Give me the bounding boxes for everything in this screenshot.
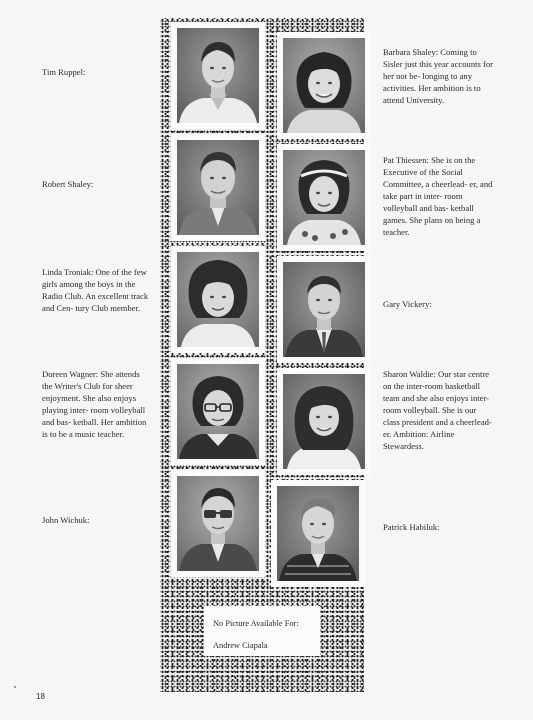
portrait-image bbox=[177, 252, 259, 347]
portrait-image bbox=[283, 150, 365, 245]
portrait-image bbox=[177, 476, 259, 571]
caption-sharon-waldie bbox=[383, 368, 495, 452]
portrait-barbara-shaley bbox=[277, 32, 371, 139]
student-bio: One of the few girls among the boys in the Radio Club. An excellent track and Cen- tury Club member. bbox=[42, 267, 149, 313]
student-name: Doreen Wagner: bbox=[42, 369, 99, 379]
portrait-image bbox=[177, 364, 259, 459]
caption-linda-troniak bbox=[42, 266, 150, 314]
caption-barbara-shaley bbox=[383, 46, 495, 106]
portrait-doreen-wagner bbox=[171, 358, 265, 465]
student-name: Gary Vickery: bbox=[383, 299, 432, 309]
portrait-patrick-habiluk bbox=[271, 480, 365, 587]
page-number: 18 bbox=[36, 692, 45, 701]
student-bio: Our star centre on the inter-room basketball team and she also enjoys inter-room volleyball. She is our class president and a cheerlead- er. Ambition: Airline Stewardess. bbox=[383, 369, 492, 451]
caption-john-wichuk bbox=[42, 514, 150, 526]
portrait-image bbox=[177, 28, 259, 123]
portrait-sharon-waldie bbox=[277, 368, 371, 475]
student-name: Sharon Waldie: bbox=[383, 369, 436, 379]
caption-doreen-wagner bbox=[42, 368, 150, 440]
caption-tim-ruppel bbox=[42, 66, 150, 78]
no-picture-label: No Picture Available For: bbox=[213, 619, 299, 628]
portrait-image bbox=[277, 486, 359, 581]
student-bio: She attends the Writer's Club for sheer enjoyment. She also enjoys playing inter- room volleyball and bas- ketball. Her ambition is to be a music teacher. bbox=[42, 369, 147, 439]
caption-patrick-habiluk bbox=[383, 521, 495, 533]
print-speck bbox=[14, 686, 16, 688]
portrait-pat-thiessen bbox=[277, 144, 371, 251]
no-picture-box bbox=[204, 606, 320, 656]
no-picture-name: Andrew Ciapala bbox=[213, 641, 268, 650]
caption-robert-shaley bbox=[42, 178, 150, 190]
portrait-image bbox=[283, 262, 365, 357]
portrait-linda-troniak bbox=[171, 246, 265, 353]
student-name: Robert Shaley: bbox=[42, 179, 94, 189]
portrait-image bbox=[177, 140, 259, 235]
student-name: Pat Thiessen: bbox=[383, 155, 429, 165]
student-name: John Wichuk: bbox=[42, 515, 90, 525]
student-name: Tim Ruppel: bbox=[42, 67, 86, 77]
portrait-robert-shaley bbox=[171, 134, 265, 241]
caption-pat-thiessen bbox=[383, 154, 495, 238]
student-name: Barbara Shaley: bbox=[383, 47, 439, 57]
student-bio: She is on the Executive of the Social Committee, a cheerlead- er, and take part in inter- room volleyball and bas- ketball games. She plans on being a teacher. bbox=[383, 155, 493, 237]
student-name: Patrick Habiluk: bbox=[383, 522, 440, 532]
portrait-gary-vickery bbox=[277, 256, 371, 363]
portrait-image bbox=[283, 374, 365, 469]
caption-gary-vickery bbox=[383, 298, 495, 310]
student-name: Linda Troniak: bbox=[42, 267, 94, 277]
portrait-john-wichuk bbox=[171, 470, 265, 577]
portrait-image bbox=[283, 38, 365, 133]
student-bio: Coming to Sisler just this year accounts for her not be- longing to any activities. Her ambition is to attend University. bbox=[383, 47, 494, 105]
portrait-tim-ruppel bbox=[171, 22, 265, 129]
